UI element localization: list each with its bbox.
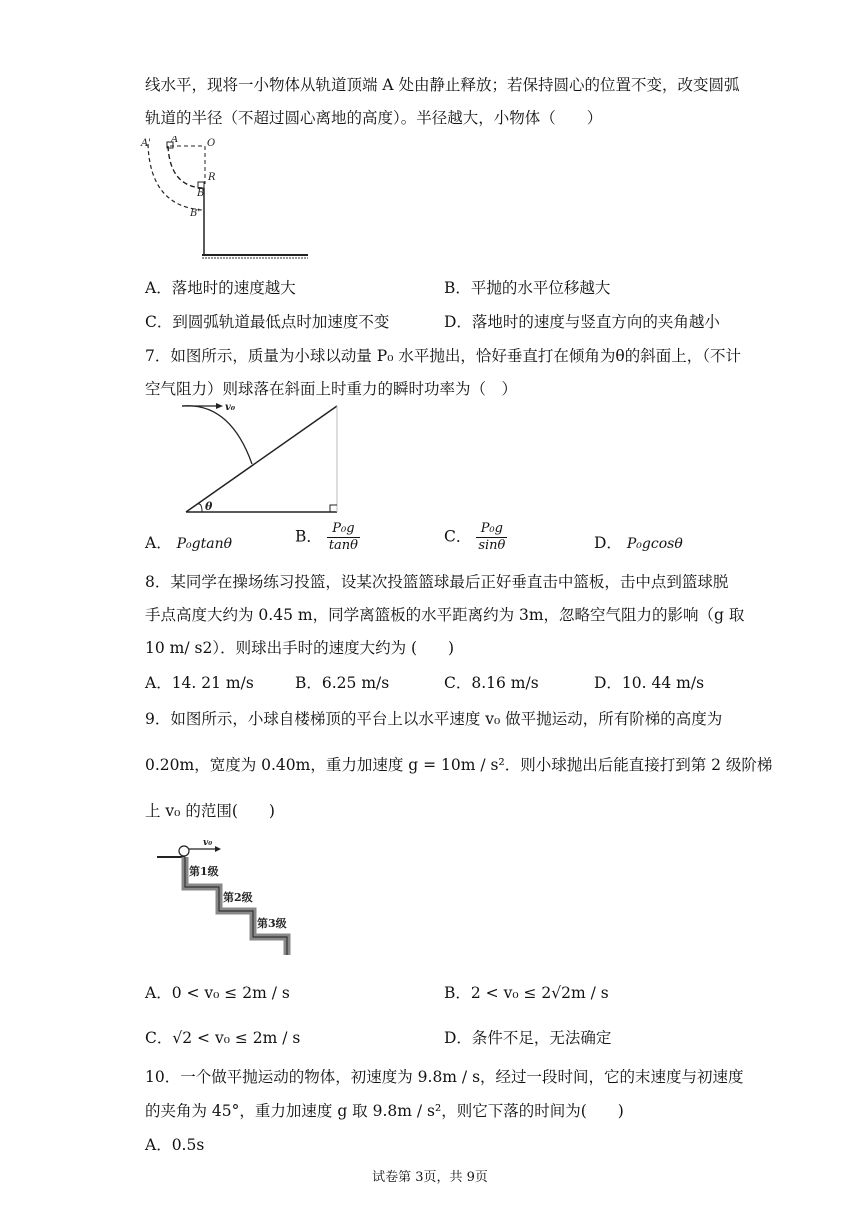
q6-outer-arc: [148, 144, 205, 210]
q8-text-line2: 手点高度大约为 0.45 m，同学离篮板的水平距离约为 3m，忽略空气阻力的影响（g 取: [145, 606, 745, 624]
q10-text-line1: 10．一个做平抛运动的物体，初速度为 9.8m / s，经过一段时间，它的末速度与初速度: [145, 1068, 744, 1086]
q7-text-line1: 7．如图所示，质量为小球以动量 P₀ 水平抛出，恰好垂直打在倾角为θ的斜面上，（不计: [145, 347, 741, 365]
q7-option-a[interactable]: [145, 531, 232, 553]
q9-ball: [179, 846, 189, 856]
q7-option-b-numerator: P₀g: [327, 521, 360, 538]
q8-option-d[interactable]: D．10. 44 m/s: [594, 674, 705, 692]
q7-option-b-denominator: tanθ: [328, 538, 359, 553]
q9-figure: [155, 837, 295, 957]
q7-text-line2: 空气阻力）则球落在斜面上时重力的瞬时功率为（ ）: [145, 380, 518, 398]
q7-option-d[interactable]: [594, 531, 683, 553]
q8-text-line3: 10 m/ s2）．则球出手时的速度大约为 ( ): [145, 639, 455, 657]
q7-label-v0: v₀: [225, 402, 236, 413]
q6-text-line1: 线水平，现将一小物体从轨道顶端 A 处由静止释放；若保持圆心的位置不变，改变圆弧: [145, 76, 740, 94]
q7-option-c-fraction: [476, 521, 507, 554]
q9-text-line3: 上 v₀ 的范围( ): [145, 802, 275, 820]
q7-option-b-fraction: [327, 521, 360, 554]
q7-option-a-expr: P₀gtanθ: [176, 536, 233, 552]
q8-text-line1: 8．某同学在操场练习投篮，设某次投篮篮球最后正好垂直击中篮板，击中点到篮球脱: [145, 573, 729, 591]
q7-trajectory: [182, 406, 252, 464]
q6-option-c[interactable]: C．到圆弧轨道最低点时加速度不变: [145, 313, 390, 331]
q6-option-b[interactable]: B．平抛的水平位移越大: [444, 279, 611, 297]
q9-option-c[interactable]: C．√2 < v₀ ≤ 2m / s: [145, 1029, 301, 1047]
q6-label-r: R: [208, 172, 216, 183]
q6-label-a: A: [171, 136, 179, 145]
q6-option-d[interactable]: D．落地时的速度与竖直方向的夹角越小: [444, 313, 720, 331]
q9-label-step2: 第2级: [223, 891, 253, 904]
q9-option-a[interactable]: A．0 < v₀ ≤ 2m / s: [145, 984, 290, 1002]
q6-label-b-prime: B': [190, 208, 201, 219]
q10-option-a[interactable]: A．0.5s: [145, 1136, 205, 1154]
q6-label-o: O: [207, 138, 216, 149]
q9-option-d[interactable]: D．条件不足，无法确定: [444, 1029, 612, 1047]
q9-text-line2: 0.20m，宽度为 0.40m，重力加速度 g = 10m / s²．则小球抛出后能直接打到第 2 级阶梯: [145, 756, 773, 774]
q9-label-step1: 第1级: [189, 865, 219, 878]
q7-option-a-label: A．: [145, 534, 172, 552]
q9-option-b[interactable]: B．2 < v₀ ≤ 2√2m / s: [444, 984, 609, 1002]
q7-option-c-numerator: P₀g: [476, 521, 507, 538]
q6-inner-arc: [168, 146, 202, 188]
q7-option-b-label: B．: [295, 527, 322, 546]
q7-option-d-expr: P₀gcosθ: [626, 536, 683, 552]
q7-label-theta: θ: [205, 500, 213, 513]
q9-text-line1: 9．如图所示，小球自楼梯顶的平台上以水平速度 v₀ 做平抛运动，所有阶梯的高度为: [145, 710, 723, 728]
q7-slope: [186, 406, 337, 512]
q7-option-c-label: C．: [444, 527, 472, 546]
q7-option-d-label: D．: [594, 534, 622, 552]
q8-option-b[interactable]: B．6.25 m/s: [295, 674, 390, 692]
q7-option-b[interactable]: [295, 521, 360, 554]
q7-figure: [180, 400, 345, 518]
q6-figure: [140, 136, 315, 262]
q9-label-v0: v₀: [203, 838, 213, 848]
q8-option-c[interactable]: C．8.16 m/s: [444, 674, 539, 692]
q6-option-a[interactable]: A．落地时的速度越大: [145, 279, 296, 297]
q6-label-b: B: [197, 188, 205, 199]
q10-text-line2: 的夹角为 45°，重力加速度 g 取 9.8m / s²，则它下落的时间为( ): [145, 1102, 624, 1120]
q7-option-c-denominator: sinθ: [478, 538, 506, 553]
q9-label-step3: 第3级: [257, 917, 287, 930]
page-footer: 试卷第 3页，共 9页: [372, 1170, 488, 1185]
q7-option-c[interactable]: [444, 521, 507, 554]
q6-text-line2: 轨道的半径（不超过圆心离地的高度）。半径越大，小物体（ ）: [145, 109, 603, 127]
q6-label-a-prime: A': [141, 138, 151, 149]
q8-option-a[interactable]: A．14. 21 m/s: [145, 674, 254, 692]
